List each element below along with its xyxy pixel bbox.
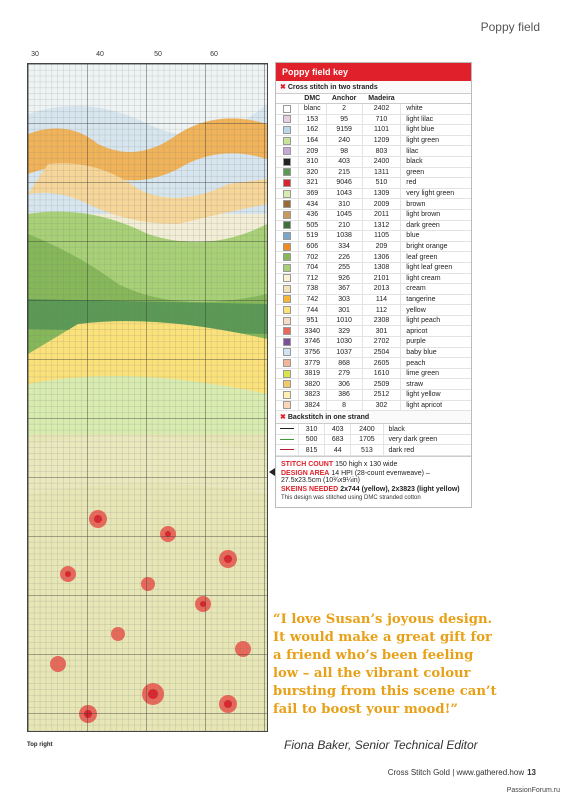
- table-row: [276, 146, 471, 157]
- table-row: [276, 347, 471, 358]
- table-header-row: [276, 94, 471, 104]
- key-title: Poppy field key: [276, 63, 471, 81]
- cell-dmc: 3746: [299, 337, 327, 348]
- column-number: 60: [210, 51, 218, 58]
- chart-corner-label: Top right: [27, 742, 53, 748]
- cell-name: white: [401, 104, 471, 115]
- cell-name: brown: [401, 199, 471, 210]
- quote-line: bursting from this scene can’t: [273, 684, 497, 699]
- thread-symbol: [276, 326, 299, 337]
- colour-swatch-icon: [283, 126, 291, 134]
- table-row: [276, 156, 471, 167]
- thread-symbol: [276, 167, 299, 178]
- cell-anchor: 329: [326, 326, 362, 337]
- cell-madeira: 2509: [362, 379, 401, 390]
- cross-icon: ✖: [280, 414, 286, 422]
- cell-anchor: 240: [326, 135, 362, 146]
- column-header: DMC: [299, 94, 327, 104]
- table-row: [276, 337, 471, 348]
- cell-madeira: 1306: [362, 252, 401, 263]
- cell-name: dark green: [401, 220, 471, 231]
- cell-anchor: 215: [326, 167, 362, 178]
- table-row: [276, 135, 471, 146]
- cell-name: straw: [401, 379, 471, 390]
- cell-dmc: 153: [299, 114, 327, 125]
- page-section-title: Poppy field: [480, 20, 540, 34]
- table-row: [276, 400, 471, 411]
- cell-name: light leaf green: [401, 262, 471, 273]
- table-row: [276, 284, 471, 295]
- cell-dmc: 3820: [299, 379, 327, 390]
- cell-name: light cream: [401, 273, 471, 284]
- thread-symbol: [276, 347, 299, 358]
- cell-dmc: 310: [299, 156, 327, 167]
- cell-madeira: 1101: [362, 125, 401, 136]
- thread-symbol: [276, 156, 299, 167]
- cell-name: light apricot: [401, 400, 471, 411]
- colour-swatch-icon: [283, 338, 291, 346]
- cell-anchor: 44: [325, 445, 351, 456]
- cell-dmc: 436: [299, 209, 327, 220]
- thread-symbol: [276, 220, 299, 231]
- thread-symbol: [276, 434, 299, 445]
- colour-swatch-icon: [283, 370, 291, 378]
- cross-stitch-thread-table: [276, 94, 471, 411]
- colour-swatch-icon: [283, 137, 291, 145]
- column-header: Anchor: [326, 94, 362, 104]
- thread-symbol: [276, 424, 299, 434]
- cell-dmc: 704: [299, 262, 327, 273]
- cell-anchor: 1043: [326, 188, 362, 199]
- colour-swatch-icon: [283, 179, 291, 187]
- cell-anchor: 226: [326, 252, 362, 263]
- cell-dmc: 434: [299, 199, 327, 210]
- cross-stitch-chart: [27, 63, 268, 732]
- cell-anchor: 334: [326, 241, 362, 252]
- colour-swatch-icon: [283, 158, 291, 166]
- cell-madeira: 510: [362, 178, 401, 189]
- cell-madeira: 1610: [362, 368, 401, 379]
- cell-madeira: 513: [351, 445, 383, 456]
- table-row: [276, 326, 471, 337]
- cell-dmc: 164: [299, 135, 327, 146]
- table-row: [276, 104, 471, 115]
- thread-symbol: [276, 273, 299, 284]
- cell-anchor: 9046: [326, 178, 362, 189]
- colour-swatch-icon: [283, 115, 291, 123]
- colour-swatch-icon: [283, 401, 291, 409]
- table-row: [276, 252, 471, 263]
- cell-anchor: 310: [326, 199, 362, 210]
- colour-swatch-icon: [283, 147, 291, 155]
- cell-name: light lilac: [401, 114, 471, 125]
- thread-symbol: [276, 305, 299, 316]
- cell-name: black: [401, 156, 471, 167]
- table-row: [276, 231, 471, 242]
- cell-madeira: 301: [362, 326, 401, 337]
- colour-swatch-icon: [283, 211, 291, 219]
- thread-symbol: [276, 125, 299, 136]
- footer-text: Cross Stitch Gold | www.gathered.how: [387, 768, 525, 777]
- cell-anchor: 9159: [326, 125, 362, 136]
- cell-name: very dark green: [383, 434, 471, 445]
- table-row: [276, 358, 471, 369]
- watermark: PassionForum.ru: [506, 787, 560, 794]
- cell-name: light green: [401, 135, 471, 146]
- cell-anchor: 683: [325, 434, 351, 445]
- thread-symbol: [276, 188, 299, 199]
- cell-madeira: 2605: [362, 358, 401, 369]
- cell-dmc: 702: [299, 252, 327, 263]
- backstitch-rows: [276, 424, 471, 455]
- thread-symbol: [276, 114, 299, 125]
- skeins-needed: SKEINS NEEDED 2x744 (yellow), 2x3823 (light yellow): [281, 486, 460, 493]
- colour-swatch-icon: [283, 200, 291, 208]
- cell-dmc: 3819: [299, 368, 327, 379]
- cell-anchor: 255: [326, 262, 362, 273]
- cell-anchor: 279: [326, 368, 362, 379]
- cell-dmc: 321: [299, 178, 327, 189]
- backstitch-line-icon: [280, 449, 294, 450]
- cell-madeira: 1705: [351, 434, 383, 445]
- colour-swatch-icon: [283, 232, 291, 240]
- cell-dmc: 3779: [299, 358, 327, 369]
- table-row: [276, 315, 471, 326]
- thread-symbol: [276, 294, 299, 305]
- table-row: [276, 390, 471, 401]
- cell-madeira: 112: [362, 305, 401, 316]
- thread-symbol: [276, 379, 299, 390]
- cell-dmc: blanc: [299, 104, 327, 115]
- symbol-column-header: [276, 94, 299, 104]
- quote-line: It would make a great gift for: [273, 630, 492, 645]
- cell-name: light peach: [401, 315, 471, 326]
- cell-anchor: 8: [326, 400, 362, 411]
- cell-madeira: 1312: [362, 220, 401, 231]
- thread-symbol: [276, 337, 299, 348]
- colour-swatch-icon: [283, 317, 291, 325]
- quote-line: “I love Susan’s joyous design.: [273, 612, 493, 627]
- table-row: [276, 262, 471, 273]
- cross-icon: ✖: [280, 84, 286, 91]
- cell-dmc: 738: [299, 284, 327, 295]
- column-header: Madeira: [362, 94, 401, 104]
- stitch-count: STITCH COUNT 150 high x 130 wide: [281, 461, 398, 468]
- table-row: [276, 188, 471, 199]
- thread-symbol: [276, 178, 299, 189]
- colour-swatch-icon: [283, 168, 291, 176]
- thread-symbol: [276, 445, 299, 456]
- cell-dmc: 3340: [299, 326, 327, 337]
- thread-symbol: [276, 284, 299, 295]
- cell-anchor: 403: [325, 424, 351, 434]
- quote-line: a friend who’s been feeling: [273, 648, 474, 663]
- cell-name: light brown: [401, 209, 471, 220]
- table-row: [276, 220, 471, 231]
- colour-swatch-icon: [283, 306, 291, 314]
- column-number: 50: [154, 51, 162, 58]
- table-row: [276, 241, 471, 252]
- table-row: [276, 114, 471, 125]
- cell-madeira: 1311: [362, 167, 401, 178]
- quote-line: low – all the vibrant colour: [273, 666, 471, 681]
- cell-dmc: 3824: [299, 400, 327, 411]
- design-area: DESIGN AREA 14 HPI (28-count evenweave) – 27.5x23.5cm (10¾x9¼in): [281, 470, 430, 484]
- cell-madeira: 2013: [362, 284, 401, 295]
- table-row: [276, 434, 471, 445]
- cell-madeira: 1309: [362, 188, 401, 199]
- name-column-header: [401, 94, 471, 104]
- colour-swatch-icon: [283, 274, 291, 282]
- colour-swatch-icon: [283, 348, 291, 356]
- cell-anchor: 1038: [326, 231, 362, 242]
- cell-madeira: 209: [362, 241, 401, 252]
- cell-dmc: 310: [299, 424, 325, 434]
- cell-anchor: 303: [326, 294, 362, 305]
- colour-swatch-icon: [283, 359, 291, 367]
- colour-swatch-icon: [283, 253, 291, 261]
- table-row: [276, 209, 471, 220]
- table-row: [276, 424, 471, 434]
- cell-madeira: 1209: [362, 135, 401, 146]
- table-row: [276, 305, 471, 316]
- cell-name: lilac: [401, 146, 471, 157]
- page-footer: [388, 768, 536, 777]
- table-row: [276, 445, 471, 456]
- table-row: [276, 125, 471, 136]
- cell-dmc: 951: [299, 315, 327, 326]
- cell-dmc: 744: [299, 305, 327, 316]
- table-row: [276, 167, 471, 178]
- cell-anchor: 403: [326, 156, 362, 167]
- cell-anchor: 210: [326, 220, 362, 231]
- colour-swatch-icon: [283, 243, 291, 251]
- colour-swatch-icon: [283, 295, 291, 303]
- cell-name: bright orange: [401, 241, 471, 252]
- cell-madeira: 302: [362, 400, 401, 411]
- thread-symbol: [276, 104, 299, 115]
- quote-attribution: Fiona Baker, Senior Technical Editor: [284, 738, 478, 752]
- cell-dmc: 500: [299, 434, 325, 445]
- colour-swatch-icon: [283, 190, 291, 198]
- cell-name: very light green: [401, 188, 471, 199]
- cell-dmc: 369: [299, 188, 327, 199]
- cell-name: purple: [401, 337, 471, 348]
- cell-anchor: 95: [326, 114, 362, 125]
- cell-name: cream: [401, 284, 471, 295]
- cell-anchor: 98: [326, 146, 362, 157]
- thread-symbol: [276, 262, 299, 273]
- cell-anchor: 1037: [326, 347, 362, 358]
- page-number: 13: [527, 768, 536, 777]
- cell-name: yellow: [401, 305, 471, 316]
- cell-madeira: 2504: [362, 347, 401, 358]
- thread-symbol: [276, 400, 299, 411]
- colour-swatch-icon: [283, 285, 291, 293]
- cell-anchor: 301: [326, 305, 362, 316]
- cell-dmc: 3823: [299, 390, 327, 401]
- colour-swatch-icon: [283, 327, 291, 335]
- thread-symbol: [276, 135, 299, 146]
- cell-anchor: 1030: [326, 337, 362, 348]
- cell-name: light yellow: [401, 390, 471, 401]
- cell-name: light blue: [401, 125, 471, 136]
- thread-symbol: [276, 231, 299, 242]
- cell-dmc: 519: [299, 231, 327, 242]
- cell-anchor: 926: [326, 273, 362, 284]
- thread-symbol: [276, 252, 299, 263]
- cell-name: baby blue: [401, 347, 471, 358]
- cell-name: tangerine: [401, 294, 471, 305]
- backstitch-thread-table: [276, 424, 471, 456]
- column-number: 30: [31, 51, 39, 58]
- table-row: [276, 379, 471, 390]
- table-row: [276, 294, 471, 305]
- colour-swatch-icon: [283, 391, 291, 399]
- cell-anchor: 2: [326, 104, 362, 115]
- cell-madeira: 2400: [351, 424, 383, 434]
- cell-madeira: 803: [362, 146, 401, 157]
- cell-name: dark red: [383, 445, 471, 456]
- cell-madeira: 114: [362, 294, 401, 305]
- pull-quote: [273, 611, 533, 719]
- cell-name: red: [401, 178, 471, 189]
- cell-madeira: 2009: [362, 199, 401, 210]
- colour-swatch-icon: [283, 105, 291, 113]
- cell-madeira: 1308: [362, 262, 401, 273]
- cell-name: apricot: [401, 326, 471, 337]
- cell-madeira: 710: [362, 114, 401, 125]
- cell-dmc: 3756: [299, 347, 327, 358]
- cell-name: blue: [401, 231, 471, 242]
- cell-dmc: 320: [299, 167, 327, 178]
- cell-dmc: 712: [299, 273, 327, 284]
- cell-name: leaf green: [401, 252, 471, 263]
- cell-dmc: 606: [299, 241, 327, 252]
- thread-symbol: [276, 209, 299, 220]
- cell-madeira: 2702: [362, 337, 401, 348]
- cell-name: green: [401, 167, 471, 178]
- cell-madeira: 2308: [362, 315, 401, 326]
- cell-anchor: 306: [326, 379, 362, 390]
- backstitch-line-icon: [280, 439, 294, 440]
- cell-name: black: [383, 424, 471, 434]
- cell-dmc: 209: [299, 146, 327, 157]
- thread-symbol: [276, 199, 299, 210]
- cell-dmc: 815: [299, 445, 325, 456]
- thread-symbol: [276, 315, 299, 326]
- cell-anchor: 367: [326, 284, 362, 295]
- cell-madeira: 2402: [362, 104, 401, 115]
- design-stats: [276, 456, 471, 507]
- cell-dmc: 742: [299, 294, 327, 305]
- cell-anchor: 1045: [326, 209, 362, 220]
- cross-stitch-section-header: ✖ Cross stitch in two strands: [276, 81, 471, 94]
- table-row: [276, 368, 471, 379]
- cell-dmc: 505: [299, 220, 327, 231]
- cell-madeira: 2011: [362, 209, 401, 220]
- cell-anchor: 386: [326, 390, 362, 401]
- colour-swatch-icon: [283, 264, 291, 272]
- column-number: 40: [96, 51, 104, 58]
- backstitch-section-header: ✖ Backstitch in one strand: [276, 411, 471, 424]
- table-row: [276, 178, 471, 189]
- thread-symbol: [276, 241, 299, 252]
- cell-madeira: 2101: [362, 273, 401, 284]
- chart-artwork: [28, 64, 267, 731]
- colour-swatch-icon: [283, 221, 291, 229]
- cross-stitch-rows: [276, 104, 471, 411]
- cell-name: lime green: [401, 368, 471, 379]
- chart-column-numbers: [27, 51, 266, 61]
- thread-note: This design was stitched using DMC stranded cotton: [281, 495, 421, 501]
- quote-line: fail to boost your mood!”: [273, 702, 458, 717]
- thread-symbol: [276, 358, 299, 369]
- backstitch-line-icon: [280, 428, 294, 429]
- table-row: [276, 199, 471, 210]
- thread-key-panel: [275, 62, 472, 508]
- cell-anchor: 868: [326, 358, 362, 369]
- thread-symbol: [276, 368, 299, 379]
- cell-madeira: 2512: [362, 390, 401, 401]
- thread-symbol: [276, 146, 299, 157]
- cell-dmc: 162: [299, 125, 327, 136]
- cell-madeira: 1105: [362, 231, 401, 242]
- cell-anchor: 1010: [326, 315, 362, 326]
- cell-madeira: 2400: [362, 156, 401, 167]
- colour-swatch-icon: [283, 380, 291, 388]
- cell-name: peach: [401, 358, 471, 369]
- table-row: [276, 273, 471, 284]
- thread-symbol: [276, 390, 299, 401]
